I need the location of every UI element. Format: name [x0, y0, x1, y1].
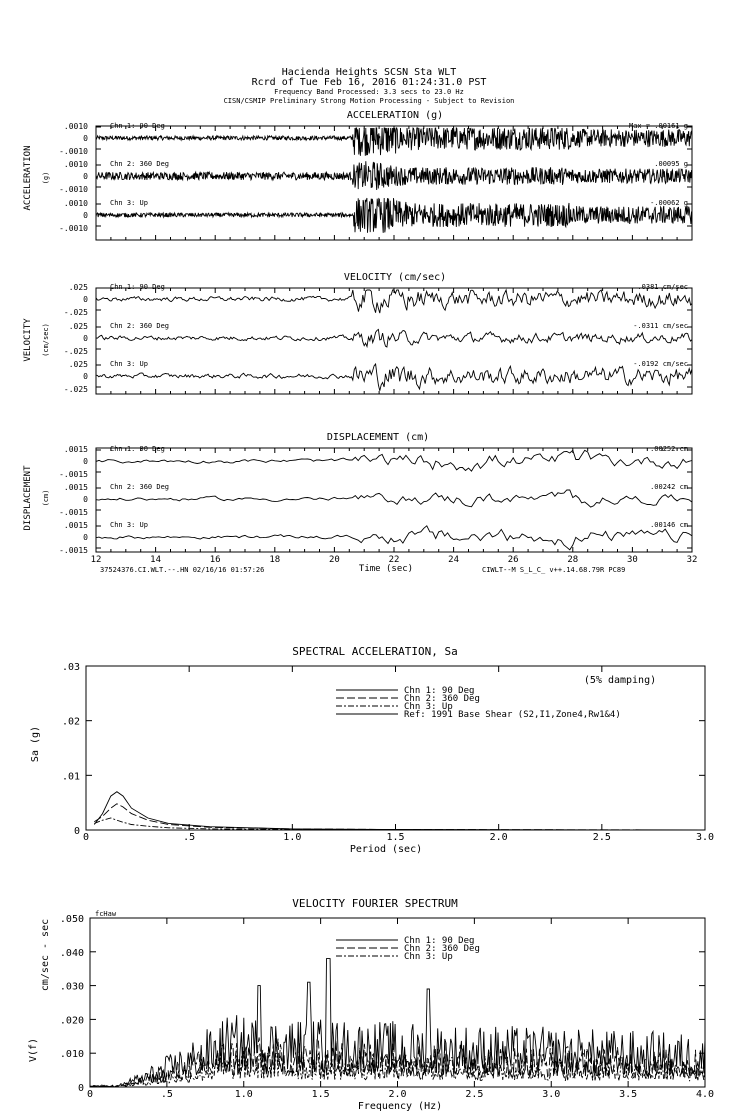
acceleration-ytick-bottom: -.0010: [59, 185, 88, 194]
channel-label: Chn 2: 360 Deg: [110, 160, 170, 168]
displacement-trace-3: [96, 526, 692, 550]
acceleration-ytick-top: .0010: [63, 160, 88, 169]
spectral-acceleration-ytick-label: .01: [61, 771, 80, 783]
sa-xlabel: Period (sec): [349, 844, 423, 855]
channel-max-value: -.00062 g: [650, 199, 688, 207]
time-tick-label: 32: [686, 555, 698, 565]
velocity-ytick-bottom: -.025: [63, 308, 88, 317]
sa-series-1: [94, 792, 705, 830]
velocity-ytick-zero: 0: [83, 372, 88, 381]
spectral-acceleration-ytick-label: .02: [61, 716, 80, 728]
velocity-fourier-spectrum-ytick-label: .010: [59, 1049, 84, 1061]
damping-note: (5% damping): [583, 675, 657, 686]
acceleration-frame: [96, 126, 692, 240]
displacement-title: DISPLACEMENT (cm): [326, 432, 430, 443]
velocity-yunit: (cm/sec): [42, 323, 50, 357]
spectral-acceleration-ytick-label: 0: [73, 826, 80, 837]
displacement-ytick-zero: 0: [83, 457, 88, 466]
velocity-ytick-zero: 0: [83, 334, 88, 343]
processing-note: CISN/CSMIP Preliminary Strong Motion Processing - Subject to Revision: [223, 97, 515, 105]
acceleration-trace-1: [96, 128, 692, 156]
acceleration-ytick-bottom: -.0010: [59, 224, 88, 233]
fs-xlabel: Frequency (Hz): [357, 1101, 443, 1112]
spectral-acceleration-xtick-label: 1.0: [283, 832, 302, 843]
displacement-yunit: (cm): [42, 489, 50, 507]
acceleration-ylabel: ACCELERATION: [23, 145, 33, 211]
velocity-fourier-spectrum-ytick-label: .020: [59, 1015, 84, 1027]
spectral-acceleration-frame: [86, 666, 705, 830]
spectral-acceleration-xtick-label: 2.0: [489, 832, 508, 843]
displacement-trace-2: [96, 490, 692, 507]
velocity-ytick-bottom: -.025: [63, 385, 88, 394]
spectral-acceleration-xtick-label: 3.0: [695, 832, 715, 843]
acceleration-trace-3: [96, 198, 692, 233]
fs-ylabel: V(f): [28, 1037, 39, 1063]
velocity-fourier-spectrum-ytick-label: .030: [59, 981, 84, 993]
sa-legend-label: Chn 1: 90 Deg: [404, 686, 475, 696]
sa-legend-label: Chn 2: 360 Deg: [404, 694, 480, 704]
velocity-ytick-top: .025: [68, 283, 88, 292]
displacement-ytick-top: .0015: [63, 521, 88, 530]
channel-label: Chn 1: 90 Deg: [110, 445, 165, 453]
fs-legend-label: Chn 2: 360 Deg: [404, 944, 480, 954]
channel-label: Chn 2: 360 Deg: [110, 322, 170, 330]
velocity-trace-3: [96, 364, 692, 391]
channel-max-value: -.0192 cm/sec: [633, 360, 688, 368]
acceleration-title: ACCELERATION (g): [346, 110, 444, 121]
channel-label: Chn 2: 360 Deg: [110, 483, 170, 491]
velocity-fourier-spectrum-ytick-label: .050: [59, 914, 84, 925]
displacement-ytick-top: .0015: [63, 483, 88, 492]
displacement-ytick-top: .0015: [63, 445, 88, 454]
channel-label: Chn 3: Up: [110, 360, 148, 368]
displacement-ytick-bottom: -.0015: [59, 546, 88, 555]
fs-ylabel-unit: cm/sec - sec: [40, 918, 51, 992]
time-tick-label: 20: [328, 555, 340, 565]
time-tick-label: 14: [150, 555, 162, 565]
fs-series-1: [90, 959, 705, 1087]
velocity-ytick-top: .025: [68, 322, 88, 331]
time-axis-label: Time (sec): [358, 564, 414, 574]
velocity-fourier-spectrum-xtick-label: 2.0: [388, 1089, 407, 1100]
record-title: Rcrd of Tue Feb 16, 2016 01:24:31.0 PST: [251, 77, 487, 88]
frequency-band: Frequency Band Processed: 3.3 secs to 23.0 Hz: [274, 88, 464, 96]
acceleration-ytick-top: .0010: [63, 199, 88, 208]
velocity-ylabel: VELOCITY: [23, 318, 33, 362]
velocity-fourier-spectrum-xtick-label: 0: [86, 1089, 94, 1100]
sa-title: SPECTRAL ACCELERATION, Sa: [292, 645, 458, 658]
acceleration-ytick-zero: 0: [83, 211, 88, 220]
channel-label: Chn 1: 90 Deg: [110, 122, 165, 130]
velocity-trace-1: [96, 290, 692, 313]
station-title: Hacienda Heights SCSN Sta WLT: [281, 67, 457, 78]
acceleration-ytick-bottom: -.0010: [59, 147, 88, 156]
displacement-ylabel: DISPLACEMENT: [23, 465, 33, 531]
displacement-ytick-zero: 0: [83, 533, 88, 542]
spectral-acceleration-xtick-label: .5: [183, 832, 196, 843]
velocity-fourier-spectrum-ytick-label: 0: [77, 1083, 84, 1094]
velocity-title: VELOCITY (cm/sec): [343, 272, 447, 283]
spectral-acceleration-xtick-label: 0: [82, 832, 90, 843]
velocity-fourier-spectrum-xtick-label: .5: [160, 1089, 173, 1100]
velocity-ytick-bottom: -.025: [63, 347, 88, 356]
acceleration-yunit: (g): [42, 171, 50, 185]
acceleration-ytick-zero: 0: [83, 172, 88, 181]
time-tick-label: 22: [388, 555, 400, 565]
time-tick-label: 24: [448, 555, 460, 565]
sa-ylabel: Sa (g): [30, 725, 41, 763]
velocity-ytick-zero: 0: [83, 295, 88, 304]
channel-max-value: Max = .00161 g: [628, 122, 688, 130]
channel-max-value: .00146 cm: [650, 521, 688, 529]
time-tick-label: 30: [626, 555, 638, 565]
time-tick-label: 16: [209, 555, 221, 565]
velocity-fourier-spectrum-xtick-label: 4.0: [695, 1089, 715, 1100]
spectral-acceleration-plot: [30, 645, 714, 855]
fs-legend-label: Chn 1: 90 Deg: [404, 936, 475, 946]
displacement-ytick-bottom: -.0015: [59, 470, 88, 479]
displacement-ytick-zero: 0: [83, 495, 88, 504]
acceleration-trace-2: [96, 161, 692, 190]
sa-series-3: [94, 818, 705, 830]
velocity-fourier-spectrum-xtick-label: 3.5: [619, 1089, 638, 1100]
spectral-acceleration-ytick-label: .03: [61, 662, 80, 673]
velocity-fourier-spectrum-xtick-label: 1.5: [311, 1089, 330, 1100]
displacement-frame: [96, 448, 692, 552]
time-tick-label: 12: [90, 555, 102, 565]
velocity-fourier-spectrum-xtick-label: 3.0: [542, 1089, 561, 1100]
fs-corner-label: fcHaw: [95, 910, 117, 918]
channel-max-value: .00095 g: [654, 160, 688, 168]
displacement-panel: [23, 432, 625, 574]
channel-label: Chn 1: 90 Deg: [110, 283, 165, 291]
velocity-fourier-spectrum-xtick-label: 2.5: [465, 1089, 484, 1100]
time-tick-label: 18: [269, 555, 281, 565]
time-tick-label: 28: [567, 555, 579, 565]
velocity-fourier-spectrum-ytick-label: .040: [59, 947, 84, 959]
sa-series-2: [94, 804, 705, 830]
channel-label: Chn 3: Up: [110, 521, 148, 529]
fourier-spectrum-plot: [28, 897, 714, 1112]
channel-max-value: .00252 cm: [650, 445, 688, 453]
acceleration-ytick-top: .0010: [63, 122, 88, 131]
channel-max-value: .00242 cm: [650, 483, 688, 491]
acceleration-ytick-zero: 0: [83, 134, 88, 143]
fs-legend-label: Chn 3: Up: [404, 952, 453, 962]
spectral-acceleration-xtick-label: 2.5: [592, 832, 611, 843]
processing-version-footer: CIWLT--M S_L_C_ v++.14.68.79R PC89: [482, 566, 626, 574]
velocity-ytick-top: .025: [68, 360, 88, 369]
fs-title: VELOCITY FOURIER SPECTRUM: [292, 897, 458, 910]
channel-max-value: .0381 cm/sec: [637, 283, 688, 291]
displacement-ytick-bottom: -.0015: [59, 508, 88, 517]
displacement-trace-1: [96, 450, 692, 471]
velocity-trace-2: [96, 329, 692, 347]
sa-legend-label: Ref: 1991 Base Shear (S2,I1,Zone4,Rw1&4): [404, 710, 621, 720]
record-id-footer: 37524376.CI.WLT.--.HN 02/16/16 01:57:26: [100, 566, 265, 574]
channel-max-value: -.0311 cm/sec: [633, 322, 688, 330]
sa-legend-label: Chn 3: Up: [404, 702, 453, 712]
spectral-acceleration-xtick-label: 1.5: [386, 832, 405, 843]
time-tick-label: 26: [507, 555, 519, 565]
channel-label: Chn 3: Up: [110, 199, 148, 207]
velocity-fourier-spectrum-xtick-label: 1.0: [234, 1089, 253, 1100]
